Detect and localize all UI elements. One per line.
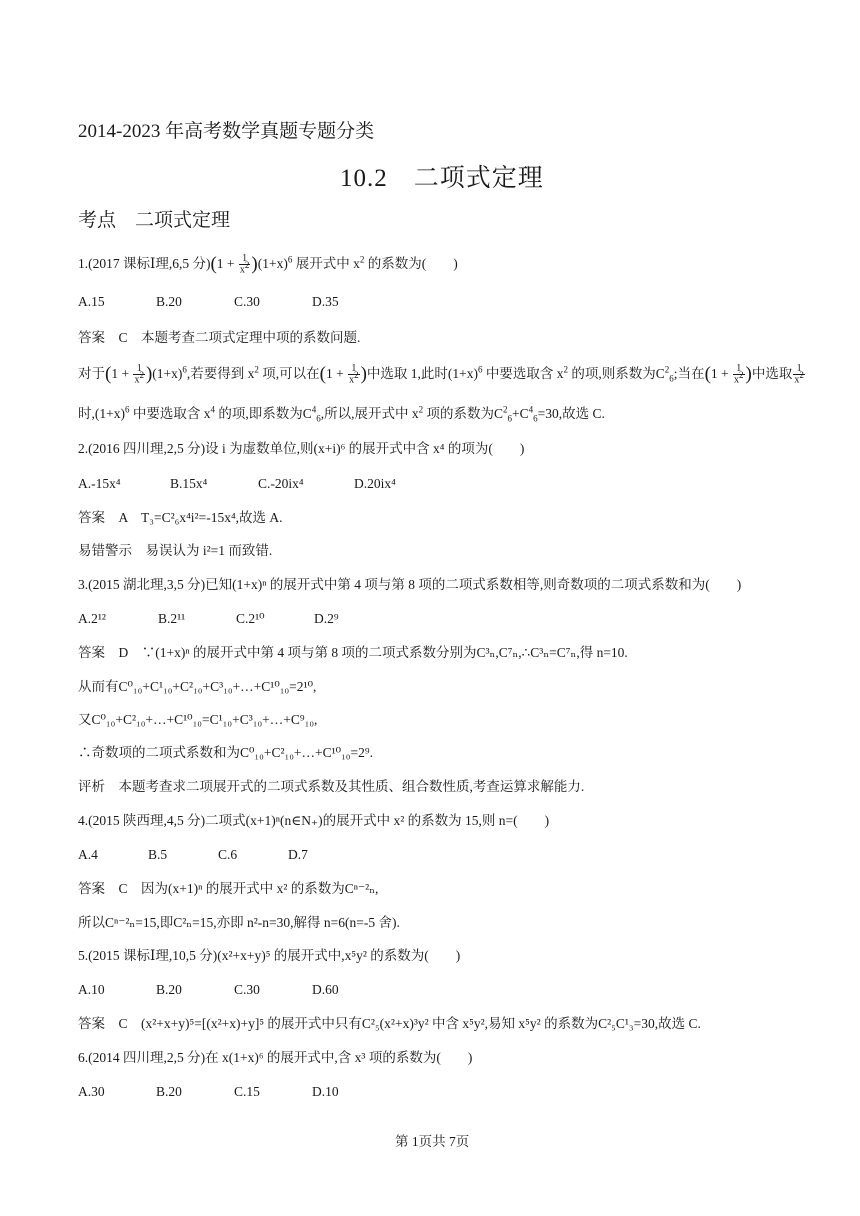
question-3-line-2: 又C⁰₁₀+C²₁₀+…+C¹⁰₁₀=C¹₁₀+C³₁₀+…+C⁹₁₀, bbox=[78, 712, 318, 727]
page-title: 10.2 二项式定理 bbox=[340, 165, 544, 192]
question-1-answer: 答案 C 本题考查二项式定理中项的系数问题. bbox=[78, 330, 361, 345]
question-1-options: A.15 B.20 C.30 D.35 bbox=[78, 294, 339, 309]
question-5-stem: 5.(2015 课标Ⅰ理,10,5 分)(x²+x+y)⁵ 的展开式中,x⁵y² 的系数为( ) bbox=[78, 948, 461, 963]
question-6-stem: 6.(2014 四川理,2,5 分)在 x(1+x)⁶ 的展开式中,含 x³ 项的系数为( ) bbox=[78, 1050, 473, 1065]
question-3-comment: 评析 本题考查求二项展开式的二项式系数及其性质、组合数性质,考查运算求解能力. bbox=[78, 779, 585, 794]
question-3-line-3: ∴奇数项的二项式系数和为C⁰₁₀+C²₁₀+…+C¹⁰₁₀=2⁹. bbox=[78, 745, 373, 760]
question-2-stem: 2.(2016 四川理,2,5 分)设 i 为虚数单位,则(x+i)⁶ 的展开式中含 x⁴ 的项为( ) bbox=[78, 441, 525, 456]
question-1-stem: 1.(2017 课标Ⅰ理,6,5 分)(1 + $\frac{1}{x^2}$ )$(1+x)^6$ 展开式中 $x^2$ 的系数为( ) bbox=[78, 253, 458, 276]
question-4-stem: 4.(2015 陕西理,4,5 分)二项式(x+1)ⁿ(n∈N₊)的展开式中 x² 的系数为 15,则 n=( ) bbox=[78, 813, 550, 828]
question-4-line-1: 所以Cⁿ⁻²ₙ=15,即C²ₙ=15,亦即 n²-n=30,解得 n=6(n=-5 舍). bbox=[78, 915, 400, 930]
question-3-line-1: 从而有C⁰₁₀+C¹₁₀+C²₁₀+C³₁₀+…+C¹⁰₁₀=2¹⁰, bbox=[78, 679, 317, 694]
question-1-explanation-2: 时$,(1+x)^6$ 中要选取含 $x^4$ 的项,即系数为$C^4_6$,所以,展开式中 $x^2$ 项的系数为$C^2_6+C^4_6=30$,故选 C. bbox=[78, 404, 605, 424]
question-3-answer: 答案 D ∵(1+x)ⁿ 的展开式中第 4 项与第 8 项的二项式系数分别为C³ₙ,C⁷ₙ,∴C³ₙ=C⁷ₙ,得 n=10. bbox=[78, 645, 628, 660]
question-2-answer: 答案 A T₃=C²₆x⁴i²=-15x⁴,故选 A. bbox=[78, 510, 283, 525]
series-title: 2014-2023 年高考数学真题专题分类 bbox=[78, 121, 375, 142]
question-2-options: A.-15x⁴ B.15x⁴ C.-20ix⁴ D.20ix⁴ bbox=[78, 476, 396, 491]
question-2-note: 易错警示 易误认为 i²=1 而致错. bbox=[78, 543, 273, 558]
section-heading: 考点 二项式定理 bbox=[78, 210, 231, 231]
question-1-explanation-1: 对于(1 + $\frac{1}{x^2}$ )$(1+x)^6$,若要得到 $x^2$ 项,可以在(1 + $\frac{1}{x^2}$ )中选取 1,此时$(1+x)^6$ 中要选取含 $x^2$ 的项,则系数为$C^2_6$;当在(1 + $\frac{1}{x^2}$ )中选取 $\frac{1}{x^2}$ bbox=[78, 363, 804, 386]
question-4-answer: 答案 C 因为(x+1)ⁿ 的展开式中 x² 的系数为Cⁿ⁻²ₙ, bbox=[78, 881, 379, 896]
question-5-options: A.10 B.20 C.30 D.60 bbox=[78, 982, 339, 997]
question-6-options: A.30 B.20 C.15 D.10 bbox=[78, 1084, 339, 1099]
question-3-options: A.2¹² B.2¹¹ C.2¹⁰ D.2⁹ bbox=[78, 611, 339, 626]
page-footer: 第 1页共 7页 bbox=[395, 1134, 470, 1149]
question-4-options: A.4 B.5 C.6 D.7 bbox=[78, 847, 308, 862]
question-3-stem: 3.(2015 湖北理,3,5 分)已知(1+x)ⁿ 的展开式中第 4 项与第 8 项的二项式系数相等,则奇数项的二项式系数和为( ) bbox=[78, 577, 742, 592]
question-5-answer: 答案 C (x²+x+y)⁵=[(x²+x)+y]⁵ 的展开式中只有C²₅(x²+x)³y² 中含 x⁵y²,易知 x⁵y² 的系数为C²₅C¹₃=30,故选 C. bbox=[78, 1016, 701, 1031]
